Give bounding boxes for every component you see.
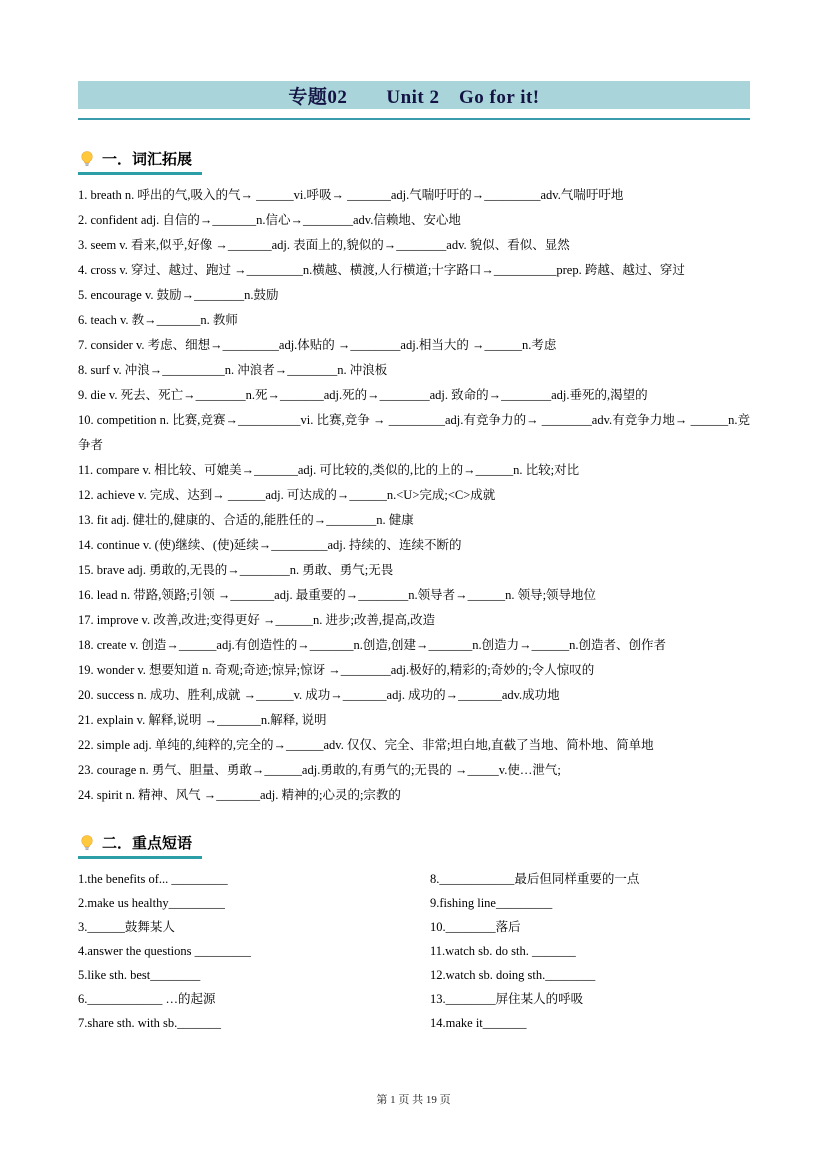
vocab-item: 7. consider v. 考虑、细想→_________adj.体贴的 →________adj.相当大的 →______n.考虑 <box>78 338 557 352</box>
section-heading-vocab <box>78 148 202 175</box>
phrase-item: 7.share sth. with sb._______ <box>78 1016 222 1030</box>
section-title-phrases: 二．重点短语 <box>102 836 193 852</box>
vocab-item: 10. competition n. 比赛,竞赛→__________vi. 比赛,竞争 → _________adj.有竞争力的→ ________adv.有竞争力地→ ______n.竞争者 <box>78 413 750 452</box>
vocab-item: 8. surf v. 冲浪→__________n. 冲浪者→________n. 冲浪板 <box>78 363 388 377</box>
page-footer: 第 1 页 共 19 页 <box>376 1094 451 1106</box>
phrase-item: 6.____________ …的起源 <box>78 992 216 1006</box>
phrase-item: 4.answer the questions _________ <box>78 944 251 958</box>
vocab-item: 22. simple adj. 单纯的,纯粹的,完全的→______adv. 仅仅、完全、非常;坦白地,直截了当地、简朴地、简单地 <box>78 738 654 752</box>
phrase-item: 9.fishing line_________ <box>430 896 553 910</box>
section-vocab <box>78 148 750 175</box>
phrase-item: 5.like sth. best________ <box>78 968 201 982</box>
phrase-item: 3.______鼓舞某人 <box>78 920 175 934</box>
vocab-item: 3. seem v. 看来,似乎,好像 →_______adj. 表面上的,貌似的→________adv. 貌似、看似、显然 <box>78 238 570 252</box>
vocab-item: 16. lead n. 带路,领路;引领 →_______adj. 最重要的→________n.领导者→______n. 领导;领导地位 <box>78 588 597 602</box>
vocab-item: 6. teach v. 教→_______n. 教师 <box>78 313 238 327</box>
phrase-item: 2.make us healthy_________ <box>78 896 225 910</box>
vocab-item: 18. create v. 创造→______adj.有创造性的→_______n.创造,创建→_______n.创造力→______n.创造者、创作者 <box>78 638 667 652</box>
vocab-item: 21. explain v. 解释,说明 →_______n.解释, 说明 <box>78 713 327 727</box>
vocab-item: 24. spirit n. 精神、风气 →_______adj. 精神的;心灵的;宗教的 <box>78 788 401 802</box>
vocab-item: 23. courage n. 勇气、胆量、勇敢→______adj.勇敢的,有勇气的;无畏的 →_____v.使…泄气; <box>78 763 561 777</box>
vocab-item: 4. cross v. 穿过、越过、跑过 →_________n.横越、横渡,人行横道;十字路口→__________prep. 跨越、越过、穿过 <box>78 263 685 277</box>
page-content <box>78 81 750 1035</box>
vocab-item: 9. die v. 死去、死亡→________n.死→_______adj.死的→________adj. 致命的→________adj.垂死的,渴望的 <box>78 388 648 402</box>
title-divider <box>78 118 750 120</box>
phrase-item: 10.________落后 <box>430 920 521 934</box>
vocab-item: 2. confident adj. 自信的→_______n.信心→________adv.信赖地、安心地 <box>78 213 461 227</box>
phrase-item: 1.the benefits of... _________ <box>78 872 228 886</box>
phrases-right-column <box>430 867 750 1035</box>
section-phrases <box>78 832 750 859</box>
phrases-left-column <box>78 867 430 1035</box>
vocab-item: 17. improve v. 改善,改进;变得更好 →______n. 进步;改善,提高,改造 <box>78 613 436 627</box>
title-bar <box>78 81 750 109</box>
vocab-item: 15. brave adj. 勇敢的,无畏的→________n. 勇敢、勇气;无畏 <box>78 563 394 577</box>
phrase-item: 8.____________最后但同样重要的一点 <box>430 872 640 886</box>
phrase-item: 11.watch sb. do sth. _______ <box>430 944 576 958</box>
section-heading-phrases <box>78 832 202 859</box>
vocab-item: 19. wonder v. 想要知道 n. 奇观;奇迹;惊异;惊讶 →________adj.极好的,精彩的;奇妙的;令人惊叹的 <box>78 663 595 677</box>
vocab-item: 14. continue v. (使)继续、(使)延续→_________adj. 持续的、连续不断的 <box>78 538 462 552</box>
vocab-item: 11. compare v. 相比较、可媲美→_______adj. 可比较的,类似的,比的上的→______n. 比较;对比 <box>78 463 580 477</box>
vocab-item: 5. encourage v. 鼓励→________n.鼓励 <box>78 288 279 302</box>
lightbulb-icon <box>78 150 96 168</box>
phrase-item: 14.make it_______ <box>430 1016 527 1030</box>
section-title-vocab: 一．词汇拓展 <box>102 152 193 168</box>
page-title: 专题02 Unit 2 Go for it! <box>288 86 540 108</box>
lightbulb-icon <box>78 834 96 852</box>
vocab-item: 13. fit adj. 健壮的,健康的、合适的,能胜任的→________n. 健康 <box>78 513 414 527</box>
phrase-item: 13.________屏住某人的呼吸 <box>430 992 584 1006</box>
vocab-item: 1. breath n. 呼出的气,吸入的气→ ______vi.呼吸→ _______adj.气喘吁吁的→_________adv.气喘吁吁地 <box>78 188 624 202</box>
phrase-item: 12.watch sb. doing sth.________ <box>430 968 596 982</box>
vocab-item: 20. success n. 成功、胜利,成就 →______v. 成功→_______adj. 成功的→_______adv.成功地 <box>78 688 560 702</box>
vocab-list <box>78 183 750 808</box>
vocab-item: 12. achieve v. 完成、达到→ ______adj. 可达成的→______n.<U>完成;<C>成就 <box>78 488 496 502</box>
phrase-columns <box>78 867 750 1035</box>
